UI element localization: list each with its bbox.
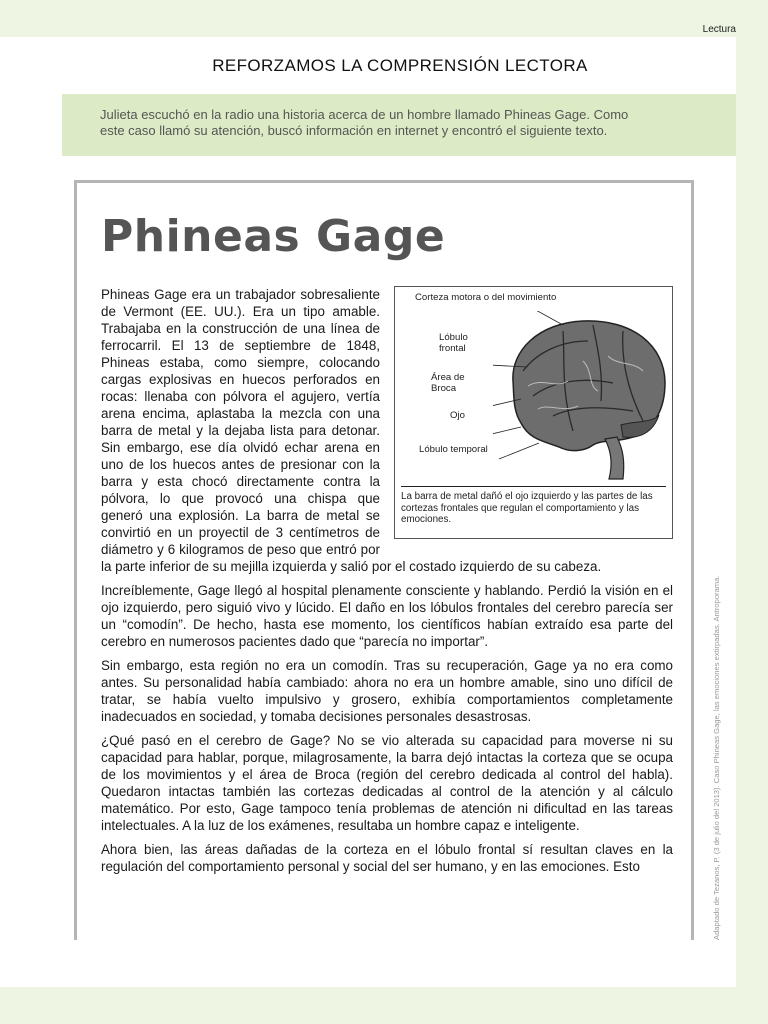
label-eye: Ojo <box>450 410 465 421</box>
section-label: Lectura <box>702 24 736 35</box>
article-title: Phineas Gage <box>101 211 446 262</box>
paragraph-4: ¿Qué pasó en el cerebro de Gage? No se vio alterada su capacidad para moverse ni su capacidad para hablar, porque, milagrosamente, la barra dejó intactas la corteza que se ocupa de los movimientos y el área de Broca (región del cerebro dedicada al control del habla). Quedaron intactas también las cortezas dedicadas al control de la atención y al cálculo matemático. Por esto, Gage tampoco tenía problemas de atención ni dificultad en las tareas intelectuales. A la luz de los exámenes, resultaba un hombre capaz e inteligente. <box>101 733 673 833</box>
intro-line-1: Julieta escuchó en la radio una historia acerca de un hombre llamado Phineas Gage. Como <box>100 107 629 122</box>
paragraph-1: Phineas Gage era un trabajador sobresaliente de Vermont (EE. UU.). Era un tipo amable. Trabajaba en la construcción de una línea de ferrocarril. El 13 de septiembre de 1848, Phineas estaba, como siempre, colocando cargas explosivas en huecos perforados en rocas: llenaba con pólvora el agujero, vertía arena encima, aplastaba la mezcla con una barra de metal y la dejaba lista para detonar. Sin embargo, ese día olvidó echar arena en uno de los huecos antes de presionar con la barra y esta chocó directamente contra la pólvora, lo que provocó una chispa que generó una explosión. La barra de metal se convirtió en un proyectil de 3 centímetros de diámetro y 6 kilogramos de peso que entró por la parte inferior de su mejilla izquierda y salió por el costado izquierdo de su cabeza. <box>101 287 602 574</box>
intro-line-2: este caso llamó su atención, buscó información en internet y encontró el siguiente texto. <box>100 123 608 138</box>
source-credit: Adaptado de Tezanos, P. (3 de julio del 2013). Caso Phineas Gage, las emociones extirpadas. Antroporama. <box>712 575 721 940</box>
label-motor-cortex: Corteza motora o del movimiento <box>415 292 557 303</box>
label-frontal-lobe: Lóbulo frontal <box>439 332 468 354</box>
reading-frame <box>74 180 694 940</box>
article-body <box>101 286 673 882</box>
paragraph-2: Increíblemente, Gage llegó al hospital plenamente consciente y hablando. Perdió la visión en el ojo izquierdo, pero siguió vivo y lúcido. El daño en los lóbulos frontales del cerebro parecía ser un “comodín”. De hecho, hasta ese momento, los científicos habían extraído esa parte del cerebro en numerosos pacientes dado que “parecía no importar”. <box>101 583 673 649</box>
brain-illustration <box>493 311 671 483</box>
label-temporal-lobe: Lóbulo temporal <box>419 444 488 455</box>
page-title: REFORZAMOS LA COMPRENSIÓN LECTORA <box>212 56 588 75</box>
brain-figure <box>394 286 673 539</box>
label-broca-area: Área de Broca <box>431 372 465 394</box>
paragraph-5: Ahora bien, las áreas dañadas de la corteza en el lóbulo frontal sí resultan claves en la regulación del comportamiento personal y social del ser humano, y en las emociones. Esto <box>101 842 673 874</box>
intro-box <box>62 94 736 156</box>
figure-caption: La barra de metal dañó el ojo izquierdo y las partes de las cortezas frontales que regulan el comportamiento y las emociones. <box>401 486 666 526</box>
paragraph-3: Sin embargo, esta región no era un comodín. Tras su recuperación, Gage ya no era como antes. Su personalidad había cambiado: ahora no era un hombre amable, sino uno difícil de tratar, se había vuelto impulsivo y grosero, exhibía comportamientos completamente inadecuados en sociedad, y tomaba decisiones personales desastrosas. <box>101 658 673 724</box>
